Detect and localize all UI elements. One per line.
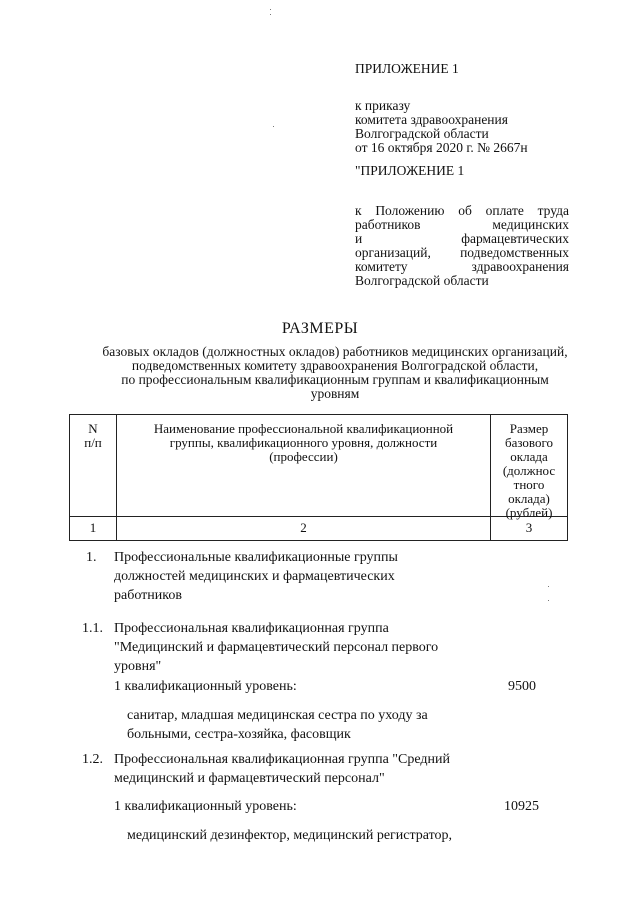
- header-size: [491, 422, 567, 520]
- regulation-word: здравоохранения: [471, 259, 569, 274]
- scan-speck: [270, 14, 271, 15]
- regulation-word: об: [458, 203, 472, 218]
- scan-speck: [548, 586, 549, 587]
- column-number-2: 2: [300, 520, 307, 535]
- header-size-line: оклада): [508, 491, 550, 506]
- header-size-line: Размер: [509, 421, 549, 436]
- regulation-line-4: [355, 245, 569, 260]
- group-title-line: Профессиональная квалификационная группа "Средний: [114, 752, 450, 767]
- regulation-word: и: [355, 231, 363, 246]
- regulation-word: труда: [537, 203, 569, 218]
- document-title: РАЗМЕРЫ: [281, 320, 359, 337]
- header-name-line: Наименование профессиональной квалификационной: [153, 421, 454, 436]
- header-name-line: (профессии): [269, 449, 338, 464]
- regulation-word: подведомственных: [460, 245, 569, 260]
- positions-line: санитар, младшая медицинская сестра по уходу за: [127, 708, 428, 723]
- salary-value: 9500: [508, 679, 536, 694]
- qualification-level-label: 1 квалификационный уровень:: [114, 679, 297, 694]
- header-size-line: (рублей): [505, 505, 553, 520]
- subtitle-line-4: уровням: [310, 386, 360, 401]
- regulation-line-5: [355, 259, 569, 274]
- header-name-line: группы, квалификационного уровня, должности: [169, 435, 438, 450]
- header-num-line: п/п: [84, 435, 102, 450]
- order-line-4: от 16 октября 2020 г. № 2667н: [355, 140, 528, 155]
- regulation-word: организаций,: [355, 245, 431, 260]
- regulation-word: к: [355, 203, 362, 218]
- regulation-line-6: [355, 273, 489, 288]
- group-title-line: медицинский и фармацевтический персонал": [114, 771, 385, 786]
- regulation-word: оплате: [485, 203, 524, 218]
- header-size-line: тного: [513, 477, 545, 492]
- row-number: 1.1.: [82, 621, 103, 636]
- regulation-line-2: [355, 217, 569, 232]
- regulation-word: Волгоградской области: [355, 273, 489, 288]
- table-border-right: [567, 414, 568, 541]
- regulation-line-3: [355, 231, 569, 246]
- header-name: [117, 422, 490, 464]
- order-line-3: Волгоградской области: [355, 126, 489, 141]
- regulation-line-1: [355, 203, 569, 218]
- qualification-level-label: 1 квалификационный уровень:: [114, 799, 297, 814]
- column-number-1: 1: [89, 520, 97, 535]
- quoted-appendix-label: "ПРИЛОЖЕНИЕ 1: [355, 163, 465, 178]
- header-num: [70, 422, 116, 450]
- regulation-word: медицинских: [492, 217, 569, 232]
- scan-speck: [548, 600, 549, 601]
- column-number-3: 3: [525, 520, 533, 535]
- positions-line: больными, сестра-хозяйка, фасовщик: [127, 727, 351, 742]
- group-title-line: "Медицинский и фармацевтический персонал первого: [114, 640, 439, 655]
- subtitle-line-1: базовых окладов (должностных окладов) работников медицинских организаций,: [102, 344, 568, 359]
- scan-speck: [270, 9, 271, 10]
- regulation-word: комитету: [355, 259, 408, 274]
- regulation-word: Положению: [375, 203, 445, 218]
- regulation-word: работников: [355, 217, 421, 232]
- group-title-line: должностей медицинских и фармацевтических: [114, 569, 395, 584]
- salary-value: 10925: [504, 799, 539, 814]
- group-title-line: Профессиональные квалификационные группы: [114, 550, 398, 565]
- subtitle-line-3: по профессиональным квалификационным группам и квалификационным: [121, 372, 549, 387]
- scan-speck: [273, 126, 274, 127]
- appendix-label: ПРИЛОЖЕНИЕ 1: [355, 61, 459, 76]
- positions-line: медицинский дезинфектор, медицинский регистратор,: [127, 828, 453, 843]
- subtitle-line-2: подведомственных комитету здравоохранения Волгоградской области,: [131, 358, 539, 373]
- group-title-line: Профессиональная квалификационная группа: [114, 621, 389, 636]
- header-size-line: оклада: [510, 449, 548, 464]
- table-border-top: [69, 414, 567, 415]
- row-number: 1.2.: [82, 752, 103, 767]
- header-size-line: (должнос: [502, 463, 556, 478]
- order-line-1: к приказу: [355, 98, 411, 113]
- header-size-line: базового: [504, 435, 553, 450]
- order-line-2: комитета здравоохранения: [355, 112, 508, 127]
- header-num-line: N: [88, 421, 98, 436]
- group-title-line: работников: [114, 588, 182, 603]
- group-title-line: уровня": [114, 659, 162, 674]
- table-border-bottom: [69, 540, 567, 541]
- row-number: 1.: [86, 550, 97, 565]
- regulation-word: фармацевтических: [461, 231, 569, 246]
